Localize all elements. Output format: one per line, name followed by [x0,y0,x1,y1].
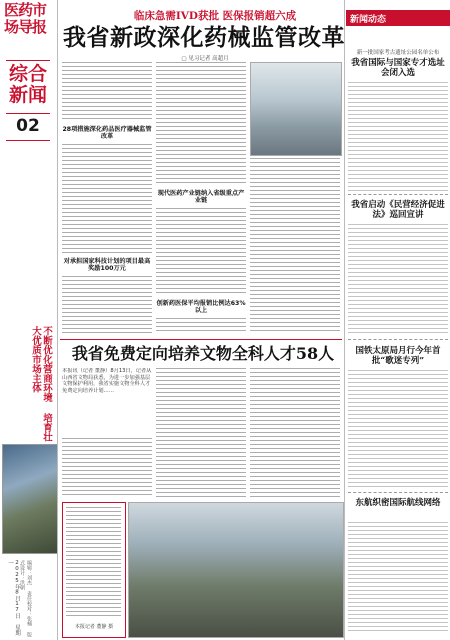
sidebar-item-2-title: 我省启动《民营经济促进法》巡回宣讲 [351,200,445,220]
second-photo-caption-box [62,502,126,638]
edition-extra: 编辑：刘杰 责任校对：张楠 版式设计：洪朝 [19,560,32,637]
story-divider [60,339,342,340]
second-headline: 我省免费定向培养文物全科人才58人 [71,344,335,363]
sidebar-item-4-title: 东航织密国际航线网络 [355,498,441,508]
lead-subhead-3: 现代医药产业链纳入省级重点产业链 [157,190,245,204]
newspaper-logo [4,2,56,56]
lead-subhead-1: 28项措施深化药品医疗器械监管改革 [62,126,152,140]
sidebar-sep-1 [348,194,448,195]
second-photo [128,502,344,638]
section-title: 综合新闻 [8,63,47,106]
lead-byline: ▢ 见习记者 高超月 [181,56,229,62]
slogan: 不断优化营商环境 培育壮大优质市场主体 [30,326,52,442]
lead-kicker: 临床急需IVD获批 医保报销超六成 [133,10,297,22]
lead-body-col1b [62,144,152,254]
masthead-rule-low [6,140,50,141]
sidebar-divider [344,0,345,640]
masthead-divider [57,0,58,640]
sidebar-header-bar [346,10,450,26]
sidebar-sep-3 [348,492,448,493]
sidebar-item-1-title: 我省国际与国家专才选址会闭入选 [351,58,445,78]
sidebar-item-4-body [348,522,448,634]
lead-body-col1 [62,62,152,122]
page-number: 02 [16,116,40,136]
sidebar-item-3-title: 国铁太原局月行今年首批“歌迷专列” [355,346,441,366]
logo-text: 医药市场导报 [4,1,47,36]
sidebar-item-1-body [348,82,448,192]
lead-headline: 我省新政深化药械监管改革 [63,24,345,51]
sidebar-item-2-body [348,224,448,336]
masthead-rule-mid [6,113,50,114]
edition-info: 2025年8月17日 星期一 [7,560,20,636]
lead-body-col2 [156,62,246,186]
lead-body-col2b [156,208,246,296]
masthead [0,0,56,640]
lead-body-col1c [62,276,152,334]
second-body-col3 [250,368,340,498]
sidebar-intro: 新一批国家考古遗址公园名单公布 [356,50,440,56]
second-photo-credit: 本报记者 董静 摄 [74,624,114,630]
masthead-rule-top [6,60,50,61]
lead-subhead-4: 创新药医保平均报销比例达63%以上 [156,300,246,314]
lead-body-col3 [250,158,340,334]
second-caption-text [66,507,121,617]
sidebar-item-3-body [348,370,448,488]
lead-body-col2c [156,318,246,334]
second-lead-in: 本报讯（记者 董静）8月13日，记者从山西省文物局获悉，为进一步加强基层文物保护利用，我省实施文物全科人才免费定向培养计划…… [62,368,152,394]
second-body-col2 [156,368,246,498]
lead-subhead-2: 对承担国家科技计划的项目最高奖励100万元 [63,258,151,272]
second-body-col1 [62,438,152,498]
masthead-photo [2,444,58,554]
sidebar-header: 新闻动态 [350,15,387,25]
sidebar-sep-2 [348,339,448,340]
lead-photo [250,62,342,156]
